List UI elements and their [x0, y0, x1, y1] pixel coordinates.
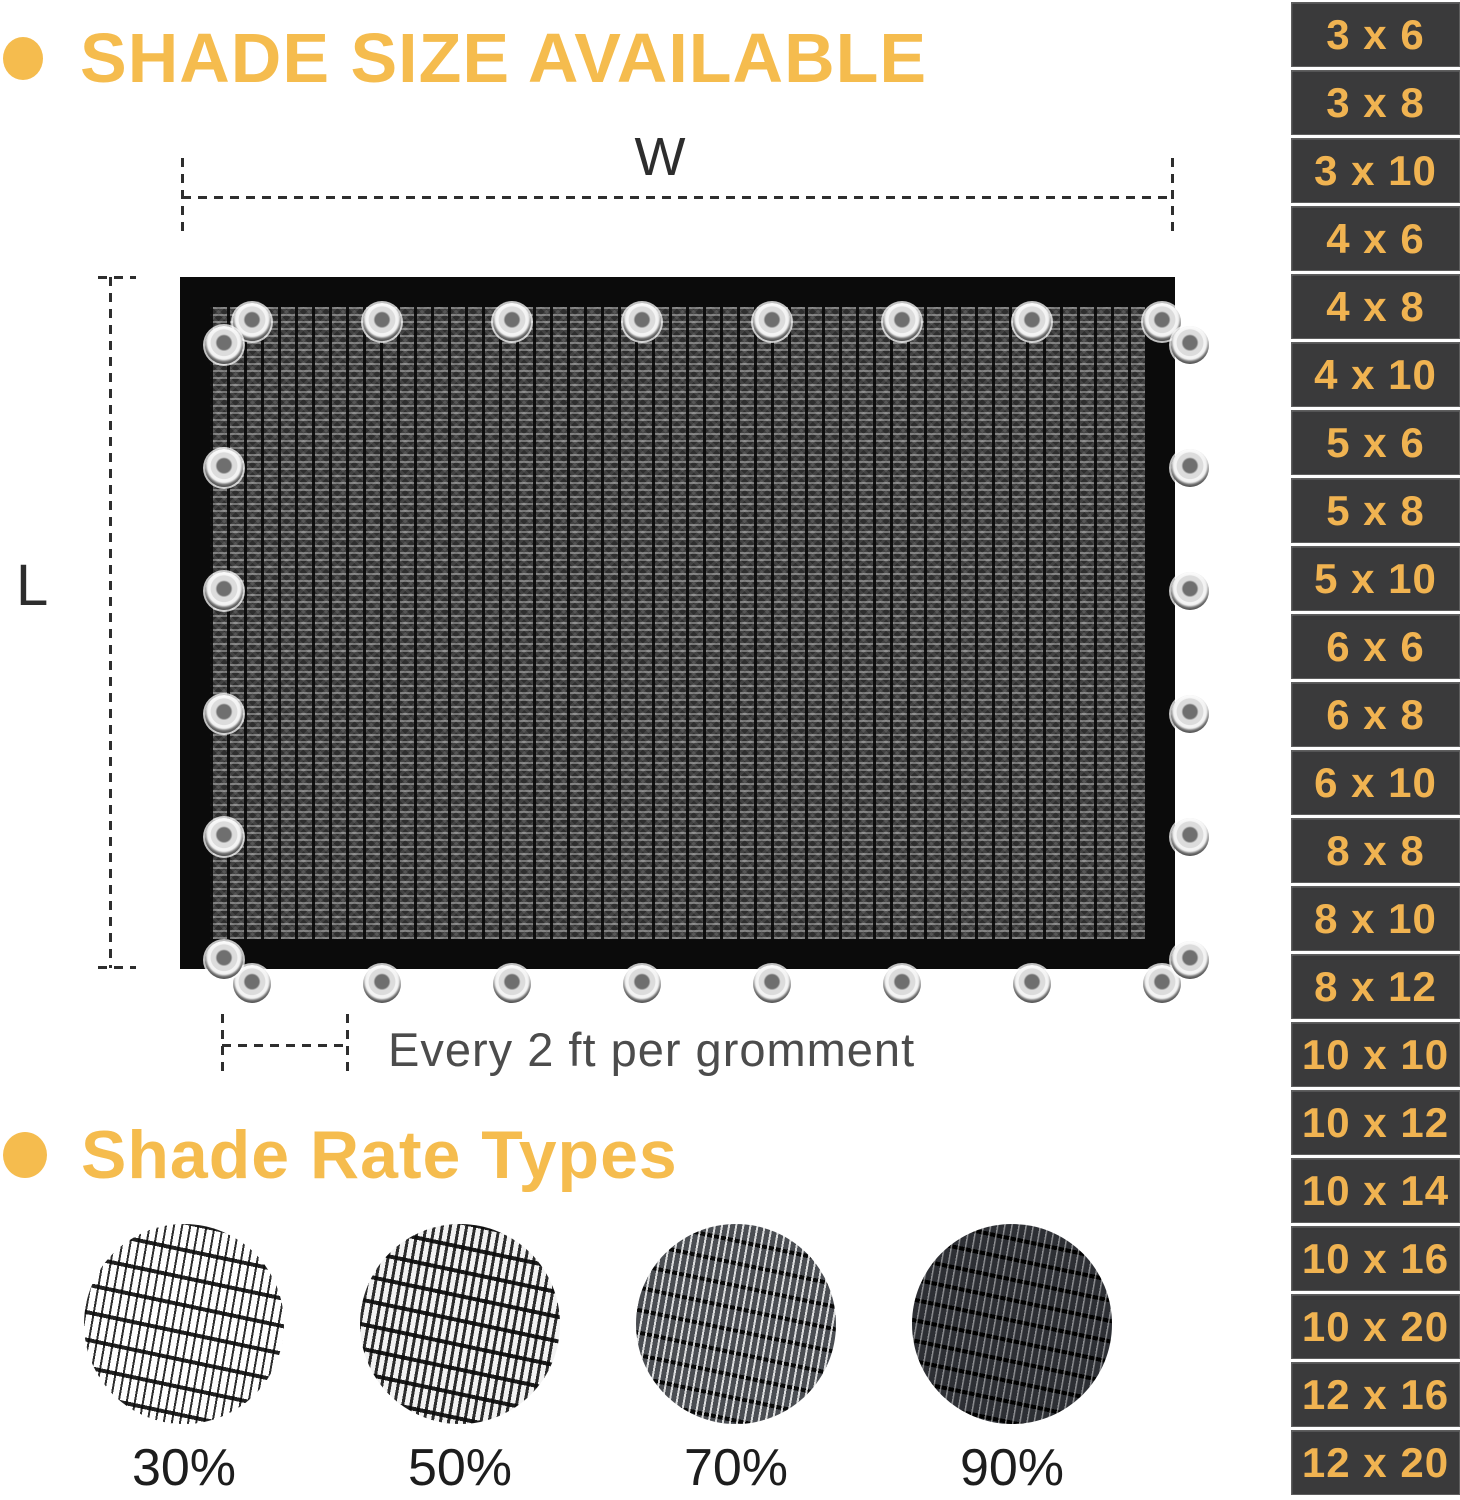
- size-option: [1291, 750, 1460, 815]
- grommet-spacing-note: Every 2 ft per gromment: [388, 1023, 916, 1076]
- size-option: [1291, 206, 1460, 271]
- shade-rate-label: 70%: [683, 1439, 789, 1497]
- size-option-label: 10 x 10: [1301, 1030, 1450, 1078]
- grommet-icon: [1013, 965, 1051, 1003]
- grommet-icon: [1171, 572, 1209, 610]
- rate-section-title: Shade Rate Types: [81, 1117, 678, 1193]
- width-tick-left: [181, 158, 184, 238]
- size-option: [1291, 818, 1460, 883]
- width-tick-right: [1171, 158, 1174, 238]
- size-option-label: 10 x 14: [1301, 1166, 1450, 1214]
- size-option: [1291, 1430, 1460, 1495]
- size-option-label: 12 x 20: [1301, 1438, 1450, 1486]
- grommet-icon: [205, 449, 243, 487]
- rate-section-header: [3, 1116, 678, 1194]
- grommet-icon: [753, 303, 791, 341]
- size-option: [1291, 614, 1460, 679]
- size-option: [1291, 410, 1460, 475]
- size-option: [1291, 342, 1460, 407]
- grommet-icon: [1013, 303, 1051, 341]
- size-option: [1291, 1090, 1460, 1155]
- size-option: [1291, 1362, 1460, 1427]
- grommet-icon: [753, 965, 791, 1003]
- size-option: [1291, 954, 1460, 1019]
- grommet-icon: [1171, 695, 1209, 733]
- size-option-label: 4 x 10: [1314, 350, 1437, 398]
- size-option-label: 3 x 8: [1326, 78, 1425, 126]
- size-option-label: 5 x 6: [1326, 418, 1425, 466]
- size-option: [1291, 478, 1460, 543]
- size-option-label: 3 x 10: [1314, 146, 1437, 194]
- grommet-icon: [1171, 449, 1209, 487]
- size-option-label: 6 x 8: [1326, 690, 1425, 738]
- size-option-label: 10 x 16: [1301, 1234, 1450, 1282]
- shade-rate-item: [84, 1224, 284, 1498]
- mesh-swatch-50: [360, 1224, 560, 1424]
- mesh-swatch-30: [84, 1224, 284, 1424]
- width-label: W: [634, 127, 686, 187]
- bullet-icon: [3, 37, 43, 80]
- mesh-swatch-90: [912, 1224, 1112, 1424]
- shade-net: [180, 277, 1175, 969]
- grommet-icon: [883, 965, 921, 1003]
- shade-rate-list: [84, 1224, 1112, 1498]
- size-option-label: 8 x 12: [1314, 962, 1437, 1010]
- shade-rate-label: 90%: [959, 1439, 1065, 1497]
- grommet-icon: [623, 965, 661, 1003]
- size-option-label: 10 x 12: [1301, 1098, 1450, 1146]
- grommet-icon: [1171, 941, 1209, 979]
- size-option-label: 6 x 10: [1314, 758, 1437, 806]
- size-option-label: 12 x 16: [1301, 1370, 1450, 1418]
- size-option-label: 8 x 8: [1326, 826, 1425, 874]
- shade-rate-item: [912, 1224, 1112, 1498]
- length-tick-top: [98, 276, 136, 279]
- length-tick-bottom: [98, 966, 136, 969]
- size-option: [1291, 886, 1460, 951]
- size-option-label: 3 x 6: [1326, 10, 1425, 58]
- size-list: [1291, 2, 1460, 1495]
- size-option: [1291, 138, 1460, 203]
- bracket-line: [222, 1044, 348, 1047]
- size-option-label: 4 x 6: [1326, 214, 1425, 262]
- length-dimension-line: [109, 277, 112, 968]
- grommet-icon: [205, 818, 243, 856]
- size-option-label: 4 x 8: [1326, 282, 1425, 330]
- grommet-icon: [205, 695, 243, 733]
- size-option-label: 6 x 6: [1326, 622, 1425, 670]
- size-option-label: 10 x 20: [1301, 1302, 1450, 1350]
- shade-rate-item: [360, 1224, 560, 1498]
- grommet-icon: [1171, 326, 1209, 364]
- mesh-texture: [210, 307, 1145, 939]
- grommet-icon: [363, 965, 401, 1003]
- grommet-icon: [493, 303, 531, 341]
- grommet-icon: [883, 303, 921, 341]
- size-option-label: 5 x 10: [1314, 554, 1437, 602]
- shade-rate-label: 30%: [131, 1439, 237, 1497]
- grommet-icon: [623, 303, 661, 341]
- size-option-label: 5 x 8: [1326, 486, 1425, 534]
- grommet-icon: [205, 941, 243, 979]
- bullet-icon: [3, 1132, 47, 1178]
- grommet-icon: [205, 326, 243, 364]
- grommet-icon: [363, 303, 401, 341]
- size-option: [1291, 70, 1460, 135]
- length-label: L: [16, 553, 49, 618]
- size-option-label: 8 x 10: [1314, 894, 1437, 942]
- grommet-icon: [493, 965, 531, 1003]
- size-option: [1291, 1158, 1460, 1223]
- width-dimension-line: [182, 196, 1172, 199]
- size-option: [1291, 2, 1460, 67]
- size-section-header: [3, 18, 927, 98]
- mesh-swatch-70: [636, 1224, 836, 1424]
- size-option: [1291, 546, 1460, 611]
- shade-rate-item: [636, 1224, 836, 1498]
- size-option: [1291, 1294, 1460, 1359]
- size-option: [1291, 1022, 1460, 1087]
- grommet-icon: [1171, 818, 1209, 856]
- size-option: [1291, 1226, 1460, 1291]
- size-section-title: SHADE SIZE AVAILABLE: [80, 19, 928, 97]
- grommet-icon: [205, 572, 243, 610]
- size-option: [1291, 682, 1460, 747]
- shade-rate-label: 50%: [407, 1439, 513, 1497]
- size-option: [1291, 274, 1460, 339]
